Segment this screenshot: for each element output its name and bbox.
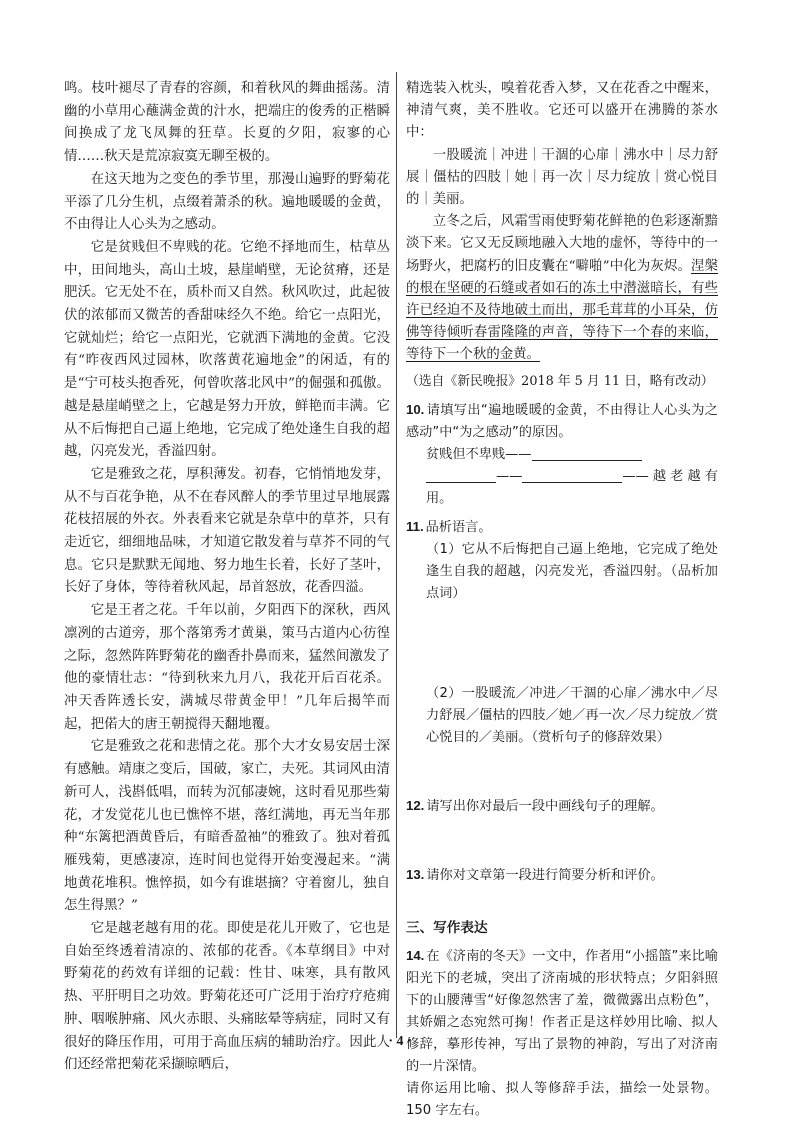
passage-paragraph xyxy=(406,211,718,366)
sub-question: （2）一股暖流／冲进／干涸的心扉／沸水中／尽力舒展／僵枯的四肢／她／再一次／尽力绽放／赏心悦目的／美丽。（赏析句子的修辞效果） xyxy=(426,685,718,745)
answer-space[interactable] xyxy=(406,749,718,789)
question-number: 11. xyxy=(406,518,424,534)
question-number: 12. xyxy=(406,797,425,813)
section-heading: 三、写作表达 xyxy=(406,919,488,936)
passage-paragraph: 精选装入枕头，嗅着花香入梦，又在花香之中醒来，神清气爽，美不胜收。它还可以盛开在沸腾的茶水中： xyxy=(406,81,718,141)
passage-paragraph: 它是雅致之花，厚积薄发。初春，它悄悄地发芽，从不与百花争艳，从不在春风醉人的季节里过早地展露花枝招展的外衣。外表看来它就是杂草中的草芥，只有走近它，细细地品味，才知道它散发着与草芥不同的气息。它只是默默无闻地、努力地生长着，长好了茎叶，长好了身体，等待着秋风起，昂首怒放，花香四溢。 xyxy=(64,466,390,596)
sub-question: （1）它从不后悔把自己逼上绝地，它完成了绝处逢生自我的超越，闪亮发光，香溢四射。（品析加点词） xyxy=(426,541,718,601)
right-column xyxy=(406,78,718,1122)
passage-paragraph: 它是贫贱但不卑贱的花。它绝不择地而生，枯草丛中，田间地头，高山土坡，悬崖峭壁，无论贫瘠，还是肥沃。它无处不在，质朴而又自然。秋风吹过，此起彼伏的浓郁而又微苦的香甜味经久不绝。给它一点阳光，它就灿烂；给它一点阳光，它就洒下满地的金黄。它没有“昨夜西风过园林，吹落黄花遍地金”的闲适，有的是“宁可枝头抱香死，何曾吹落北风中”的倔强和孤傲。越是悬崖峭壁之上，它越是努力开放，鲜艳而丰满。它从不后悔把自己逼上绝地，它完成了绝处逢生自我的超越，闪亮发光，香溢四射。 xyxy=(64,239,390,460)
answer-blank[interactable] xyxy=(522,468,622,483)
reading-passage-left-column xyxy=(64,78,390,1077)
passage-paragraph: 它是越老越有用的花。即使是花儿开败了，它也是自始至终透着清凉的、浓郁的花香。《本草纲目》中对野菊花的药效有详细的记载：性甘、味寒，具有散风热、平肝明目之功效。野菊花还可广泛用于治疗疗疮痈肿、咽喉肿痛、风火赤眼、头痛眩晕等病症，同时又有很好的降压作用，可用于高血压病的辅助治疗。因此人们还经常把菊花采撷晾晒后， xyxy=(64,921,390,1073)
question-11 xyxy=(406,516,718,789)
question-12 xyxy=(406,795,718,858)
answer-prefix: 贫贱但不卑贱—— xyxy=(426,446,532,462)
question-text: 请填写出“遍地暖暖的金黄，不由得让人心头为之感动”中“为之感动”的原因。 xyxy=(406,402,718,440)
question-number: 10. xyxy=(406,401,425,417)
writing-task: 请你运用比喻、拟人等修辞手法，描绘一处景物。150 字左右。 xyxy=(406,1081,718,1119)
passage-paragraph: 一股暖流｜冲进｜干涸的心扉｜沸水中｜尽力舒展｜僵枯的四肢｜她｜再一次｜尽力绽放｜赏心悦目的｜美丽。 xyxy=(406,147,718,208)
page-number: · 4 · xyxy=(388,1034,412,1049)
source-citation: （选自《新民晚报》2018 年 5 月 11 日，略有改动） xyxy=(406,373,714,389)
answer-space[interactable] xyxy=(406,818,718,858)
question-text: 品析语言。 xyxy=(425,519,492,535)
underlined-sentence: 涅槃的根在坚硬的石缝或者如石的冻土中潜滋暗长，有些许已经迫不及待地破土而出，那毛茸茸的小耳朵，仿佛等待倾听春雷隆隆的声音，等待下一个春的来临，等待下一个秋的金黄。 xyxy=(406,258,718,363)
answer-blank[interactable] xyxy=(426,468,496,483)
answer-line: —— ——越老越有用。 xyxy=(426,468,718,506)
question-number: 14. xyxy=(406,948,425,964)
question-number: 13. xyxy=(406,866,425,882)
question-10 xyxy=(406,399,718,510)
answer-line xyxy=(406,444,718,466)
passage-paragraph: 在这天地为之变色的季节里，那漫山遍野的野菊花平添了几分生机，点缀着萧杀的秋。遍地暖暖的金黄，不由得让人心头为之感动。 xyxy=(64,171,390,233)
passage-paragraph: 它是雅致之花和悲情之花。那个大才女易安居士深有感触。靖康之变后，国破，家亡，夫死。其词风由清新可人，浅斟低唱，而转为沉郁凄婉，这时看见那些菊花，才发觉花儿也已憔悴不堪，落红满地，再无当年那种“东篱把酒黄昏后，有暗香盈袖”的雅致了。独对着孤雁残菊，更感凄凉，连时间也觉得开始变漫起来。“满地黄花堆积。憔悴损，如今有谁堪摘？守着窗儿，独自怎生得黑？” xyxy=(64,739,390,914)
question-text: 请写出你对最后一段中画线句子的理解。 xyxy=(426,798,664,814)
answer-space[interactable] xyxy=(406,605,718,683)
question-text: 请你对文章第一段进行简要分析和评价。 xyxy=(426,867,664,883)
column-divider xyxy=(396,72,397,1038)
answer-blank[interactable] xyxy=(532,446,642,461)
passage-text: 立冬之后，风霜雪雨使野菊花鲜艳的色彩逐渐黯淡下来。它又无反顾地融入大地的虚怀，等待中的一场野火，把腐朽的旧皮囊在“噼啪”中化为灰烬。 xyxy=(406,214,718,274)
answer-suffix: ——越老越有用。 xyxy=(426,468,718,506)
question-13 xyxy=(406,864,718,887)
question-text: 在《济南的冬天》一文中，作者用“小摇篮”来比喻阳光下的老城，突出了济南城的形状特点；夕阳斜照下的山腰薄雪“好像忽然害了羞，微微露出点粉色”，其娇媚之态宛然可掬！作者正是这样妙用比喻、拟人修辞，摹形传神，写出了景物的神韵，写出了对济南的一片深情。 xyxy=(406,949,718,1075)
passage-paragraph: 它是王者之花。千年以前，夕阳西下的深秋，西风凛冽的古道旁，那个落第秀才黄巢，策马古道内心彷徨之际，忽然阵阵野菊花的幽香扑鼻而来，猛然间激发了他的豪情壮志：“待到秋来九月八，我花开后百花杀。冲天香阵透长安，满城尽带黄金甲！”几年后揭竿而起，把偌大的唐王朝搅得天翻地覆。 xyxy=(64,603,390,732)
passage-paragraph: 鸣。枝叶褪尽了青春的容颜，和着秋风的舞曲摇荡。清幽的小草用心蘸满金黄的汁水，把端庄的俊秀的正楷瞬间换成了龙飞凤舞的狂草。长夏的夕阳，寂寥的心情……秋天是荒凉寂寞无聊至极的。 xyxy=(64,81,390,165)
